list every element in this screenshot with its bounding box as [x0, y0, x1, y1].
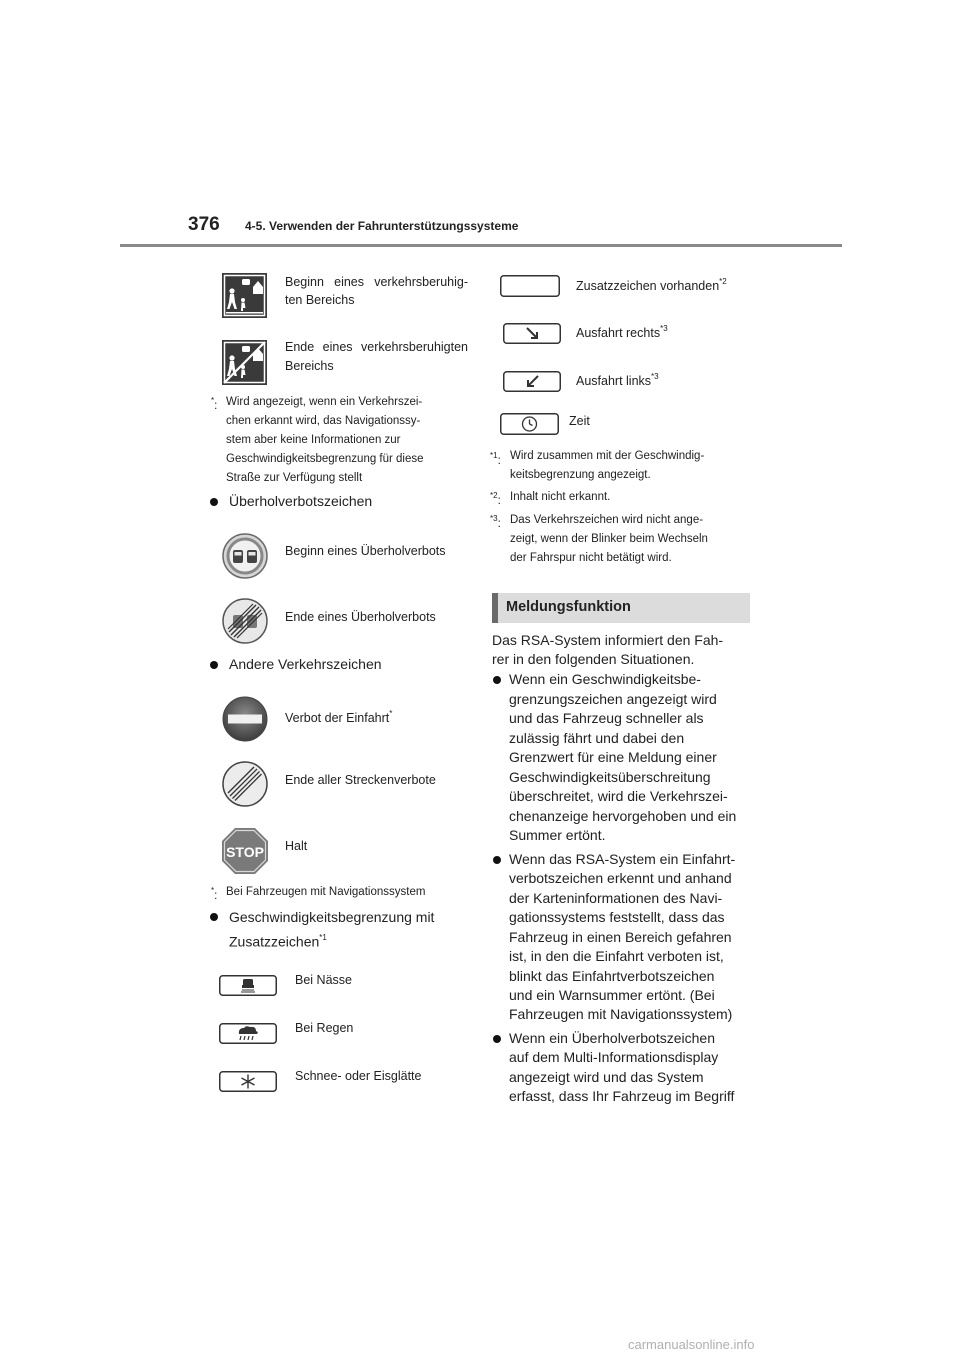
extra-sign-label: Zusatzzeichen vorhanden$^{*2}$	[576, 277, 727, 294]
bullet1-line8: chenanzeige hervorgehoben und ein	[509, 808, 737, 824]
overtaking-start-label: Beginn eines Überholverbots	[285, 544, 446, 558]
bullet3-line4: erfasst, dass Ihr Fahrzeug im Begriff	[509, 1088, 735, 1104]
wet-label: Bei Nässe	[295, 973, 352, 987]
bullet1-line2: grenzungszeichen angezeigt wird	[509, 691, 717, 707]
fn3-line1: Das Verkehrszeichen wird nicht ange-	[510, 514, 704, 526]
bullet1-line7: überschreitet, wird die Verkehrszei-	[509, 788, 728, 804]
bullet2-line6: ist, in den die Einfahrt verboten ist,	[509, 948, 724, 964]
stop-label: Halt	[285, 839, 308, 853]
fn3-line3: der Fahrspur nicht betätigt wird.	[510, 552, 672, 564]
stop-sign-icon	[221, 827, 269, 875]
extra-sign-present-icon	[500, 275, 560, 297]
exit-left-icon	[503, 371, 561, 392]
zone-end-label-line1: Ende eines verkehrsberuhigten	[285, 340, 468, 354]
fn1-line1: Wird zusammen mit der Geschwindig-	[510, 450, 705, 462]
snow-ice-label: Schnee- oder Eisglätte	[295, 1069, 422, 1083]
note1-line2: chen erkannt wird, das Navigationssy-	[226, 415, 421, 427]
note2-text: Bei Fahrzeugen mit Navigationssystem	[226, 886, 426, 898]
bullet1-line1: Wenn ein Geschwindigkeitsbe-	[509, 671, 701, 687]
end-all-restrictions-icon	[222, 761, 268, 807]
note1-line1: Wird angezeigt, wenn ein Verkehrszei-	[226, 396, 423, 408]
bullet-icon	[210, 498, 218, 506]
bullet3-line2: auf dem Multi-Informationsdisplay	[509, 1049, 719, 1065]
bullet2-line1: Wenn das RSA-System ein Einfahrt-	[509, 851, 736, 867]
bullet2-line4: gationssystems feststellt, dass das	[509, 909, 725, 925]
bullet3-line3: angezeigt wird und das System	[509, 1069, 704, 1085]
note1-line5: Straße zur Verfügung stellt	[226, 472, 363, 484]
bullet2-line7: blinkt das Einfahrtverbotszeichen	[509, 968, 715, 984]
bullet1-line3: und das Fahrzeug schneller als	[509, 710, 704, 726]
section-title: Meldungsfunktion	[506, 599, 631, 615]
bullet3-line1: Wenn ein Überholverbotszeichen	[509, 1030, 715, 1046]
watermark: carmanualsonline.info	[628, 1337, 755, 1352]
intro-line2: rer in den folgenden Situationen.	[492, 651, 695, 667]
fn3-line2: zeigt, wenn der Blinker beim Wechseln	[510, 533, 708, 545]
intro-line1: Das RSA-System informiert den Fah-	[492, 632, 724, 648]
heading-speed-limit: Geschwindigkeitsbegrenzung mit Zusatzzeichen$^{*1}$	[210, 907, 470, 953]
traffic-calmed-zone-end-icon	[222, 340, 267, 385]
header-divider	[120, 244, 842, 247]
section-header	[492, 593, 750, 623]
time-icon	[500, 413, 559, 435]
fn1-line2: keitsbegrenzung angezeigt.	[510, 469, 651, 481]
note1-line3: stem aber keine Informationen zur	[226, 434, 401, 446]
note1-line4: Geschwindigkeitsbegrenzung für diese	[226, 453, 424, 465]
zone-start-label-line2: ten Bereichs	[285, 293, 355, 307]
exit-right-label: Ausfahrt rechts$^{*3}$	[576, 324, 668, 341]
bullet1-line6: Geschwindigkeitsüberschreitung	[509, 769, 711, 785]
bullet-icon	[493, 1035, 501, 1043]
fn1-marker: $^{*1}$:	[490, 451, 501, 467]
bullet1-line4: zulässig fährt und dabei den	[509, 730, 685, 746]
no-entry-label: Verbot der Einfahrt*	[285, 709, 393, 726]
no-overtaking-start-icon	[222, 533, 268, 579]
fn2-marker: $^{*2}$:	[490, 491, 501, 507]
rain-label: Bei Regen	[295, 1021, 354, 1035]
bullet-icon	[210, 913, 218, 921]
bullet-icon	[210, 661, 218, 669]
section-accent	[492, 593, 498, 623]
heading-other-signs: Andere Verkehrszeichen	[210, 655, 470, 675]
no-entry-icon	[222, 696, 268, 742]
no-overtaking-end-icon	[222, 598, 268, 644]
bullet1-line9: Summer ertönt.	[509, 827, 606, 843]
zone-end-label-line2: Bereichs	[285, 359, 334, 373]
fn3-marker: $^{*3}$:	[490, 514, 501, 530]
snow-ice-icon	[219, 1071, 277, 1092]
note2-marker: *:	[211, 886, 218, 902]
heading-overtaking: Überholverbotszeichen	[210, 492, 470, 512]
page-number: 376	[188, 214, 220, 235]
bullet2-line8: und ein Warnsummer ertönt. (Bei	[509, 987, 715, 1003]
zone-start-label-line1: Beginn eines verkehrsberuhig-	[285, 275, 468, 289]
note1-marker: *:	[211, 396, 218, 412]
exit-right-icon	[503, 323, 561, 344]
bullet2-line3: der Karteninformationen des Navi-	[509, 890, 723, 906]
overtaking-end-label: Ende eines Überholverbots	[285, 610, 436, 624]
traffic-calmed-zone-start-icon	[222, 273, 267, 318]
bullet2-line9: Fahrzeugen mit Navigationssystem)	[509, 1006, 733, 1022]
time-label: Zeit	[569, 414, 590, 428]
end-all-restrictions-label: Ende aller Streckenverbote	[285, 773, 436, 787]
chapter-title: 4-5. Verwenden der Fahrunterstützungssysteme	[245, 219, 519, 233]
stop-sign-text: STOP	[226, 844, 264, 860]
fn2-text: Inhalt nicht erkannt.	[510, 491, 611, 503]
exit-left-label: Ausfahrt links$^{*3}$	[576, 372, 659, 389]
bullet1-line5: Grenzwert für eine Meldung einer	[509, 749, 717, 765]
wet-road-icon	[219, 975, 277, 996]
rain-icon	[219, 1023, 277, 1044]
bullet-icon	[493, 676, 501, 684]
bullet-icon	[493, 856, 501, 864]
bullet2-line2: verbotszeichen erkennt und anhand	[509, 870, 732, 886]
bullet2-line5: Fahrzeug in einen Bereich gefahren	[509, 929, 732, 945]
